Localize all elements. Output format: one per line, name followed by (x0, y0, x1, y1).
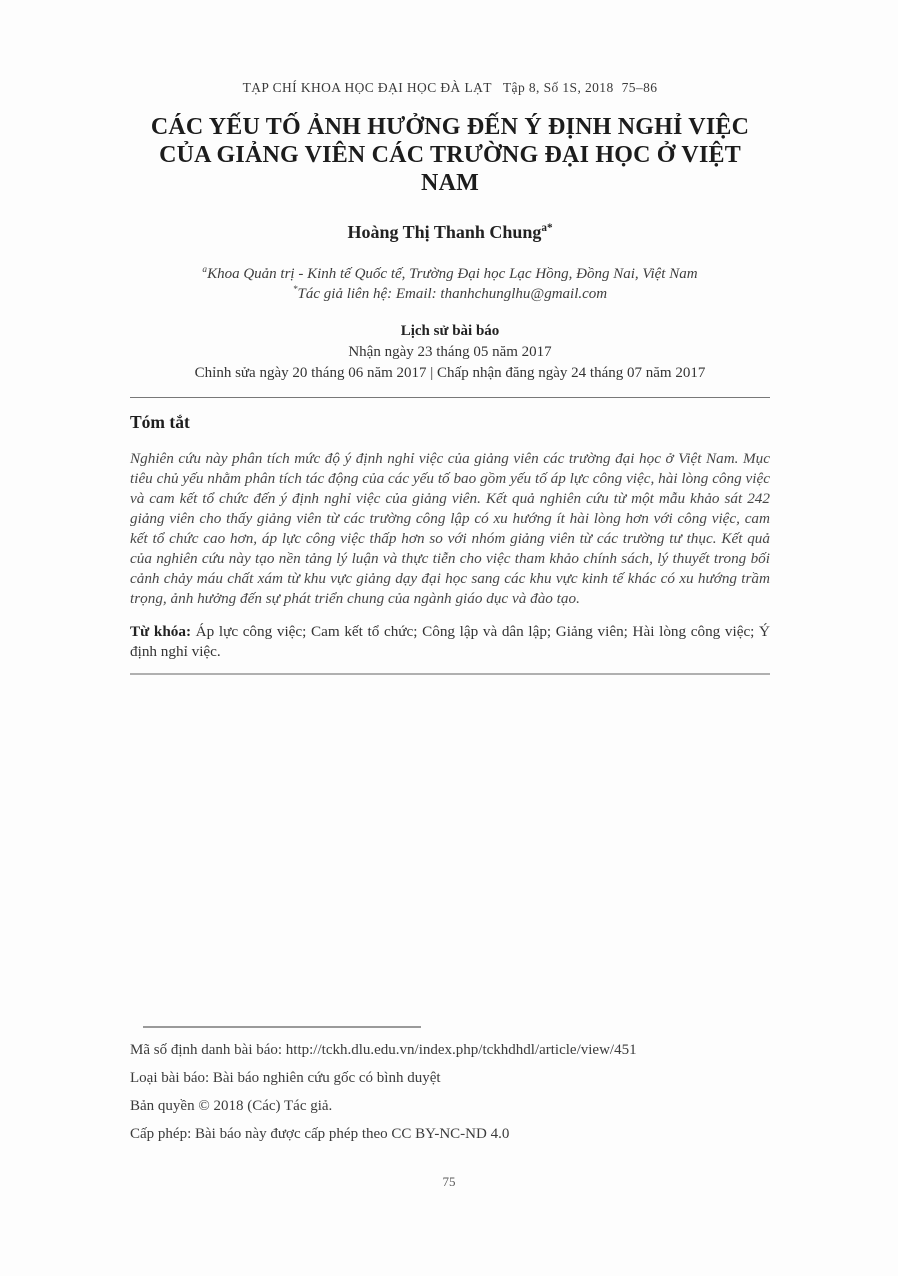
affiliation-marker: a (202, 265, 208, 275)
article-title-line1: CÁC YẾU TỐ ẢNH HƯỞNG ĐẾN Ý ĐỊNH NGHỈ VIỆC (150, 114, 750, 140)
abstract-text: Nghiên cứu này phân tích mức độ ý định nghỉ việc của giảng viên các trường đại học ở Việt Nam. Mục tiêu chủ yếu nhằm phân tích tác động của các yếu tố bao gồm yếu tố áp lực công việc, hài lòng công việc và cam kết tổ chức đến ý định nghỉ việc của giảng viên. Kết quả nghiên cứu từ một mẫu khảo sát 242 giảng viên cho thấy giảng viên từ các trường công lập có xu hướng ít hài lòng hơn với công việc, cam kết tổ chức cao hơn, áp lực công việc thấp hơn so với nhóm giảng viên từ các trường tư thục. Kết quả của nghiên cứu này tạo nền tảng lý luận và thực tiễn cho việc tham khảo chính sách, lý thuyết trong bối cảnh chảy máu chất xám từ khu vực giảng dạy đại học sang các khu vực kinh tế khác có xu hướng trầm trọng, ảnh hưởng đến sự phát triển chung của ngành giáo dục và đào tạo. (130, 450, 770, 607)
article-title-line2: CỦA GIẢNG VIÊN CÁC TRƯỜNG ĐẠI HỌC Ở VIỆT NAM (159, 142, 741, 196)
author-affiliation (130, 264, 770, 284)
article-title (130, 113, 770, 197)
journal-page-range: 75–86 (621, 80, 658, 95)
footer-notes (130, 1041, 770, 1153)
contact-text: Tác giả liên hệ: Email: thanhchunglhu@gmail.com (297, 286, 608, 302)
article-history (130, 321, 770, 384)
article-id-line: Mã số định danh bài báo: http://tckh.dlu.edu.vn/index.php/tckhdhdl/article/view/451 (130, 1042, 637, 1058)
license-line: Cấp phép: Bài báo này được cấp phép theo CC BY-NC-ND 4.0 (130, 1126, 510, 1142)
page-content (130, 0, 770, 675)
keywords-label: Từ khóa: (130, 623, 192, 640)
divider-below-keywords (130, 673, 770, 675)
keywords-line (130, 622, 770, 662)
revised-accepted-line: Chỉnh sửa ngày 20 tháng 06 năm 2017 | Chấp nhận đăng ngày 24 tháng 07 năm 2017 (194, 365, 706, 381)
affiliation-text: Khoa Quản trị - Kinh tế Quốc tế, Trường Đại học Lạc Hồng, Đồng Nai, Việt Nam (207, 266, 698, 282)
footnote-divider (143, 1026, 421, 1028)
author-name (130, 221, 770, 243)
corresponding-author-line (130, 284, 770, 304)
journal-issue: Tập 8, Số 1S, 2018 (502, 80, 614, 95)
page-number: 75 (442, 1174, 456, 1189)
author-name-text: Hoàng Thị Thanh Chung (347, 222, 542, 242)
journal-header (130, 0, 770, 97)
contact-marker: * (292, 285, 298, 295)
article-history-heading: Lịch sử bài báo (400, 323, 500, 339)
divider-above-abstract (130, 397, 770, 398)
received-date-line: Nhận ngày 23 tháng 05 năm 2017 (348, 344, 552, 360)
journal-name: TẠP CHÍ KHOA HỌC ĐẠI HỌC ĐÀ LẠT (242, 80, 492, 95)
author-affiliation-marker: a* (541, 222, 553, 234)
abstract-heading: Tóm tắt (130, 412, 190, 432)
article-type-line: Loại bài báo: Bài báo nghiên cứu gốc có bình duyệt (130, 1070, 441, 1086)
keywords-text: Áp lực công việc; Cam kết tổ chức; Công lập và dân lập; Giảng viên; Hài lòng công việc; Ý định nghỉ việc. (130, 623, 771, 660)
copyright-line: Bản quyền © 2018 (Các) Tác giả. (130, 1098, 333, 1114)
